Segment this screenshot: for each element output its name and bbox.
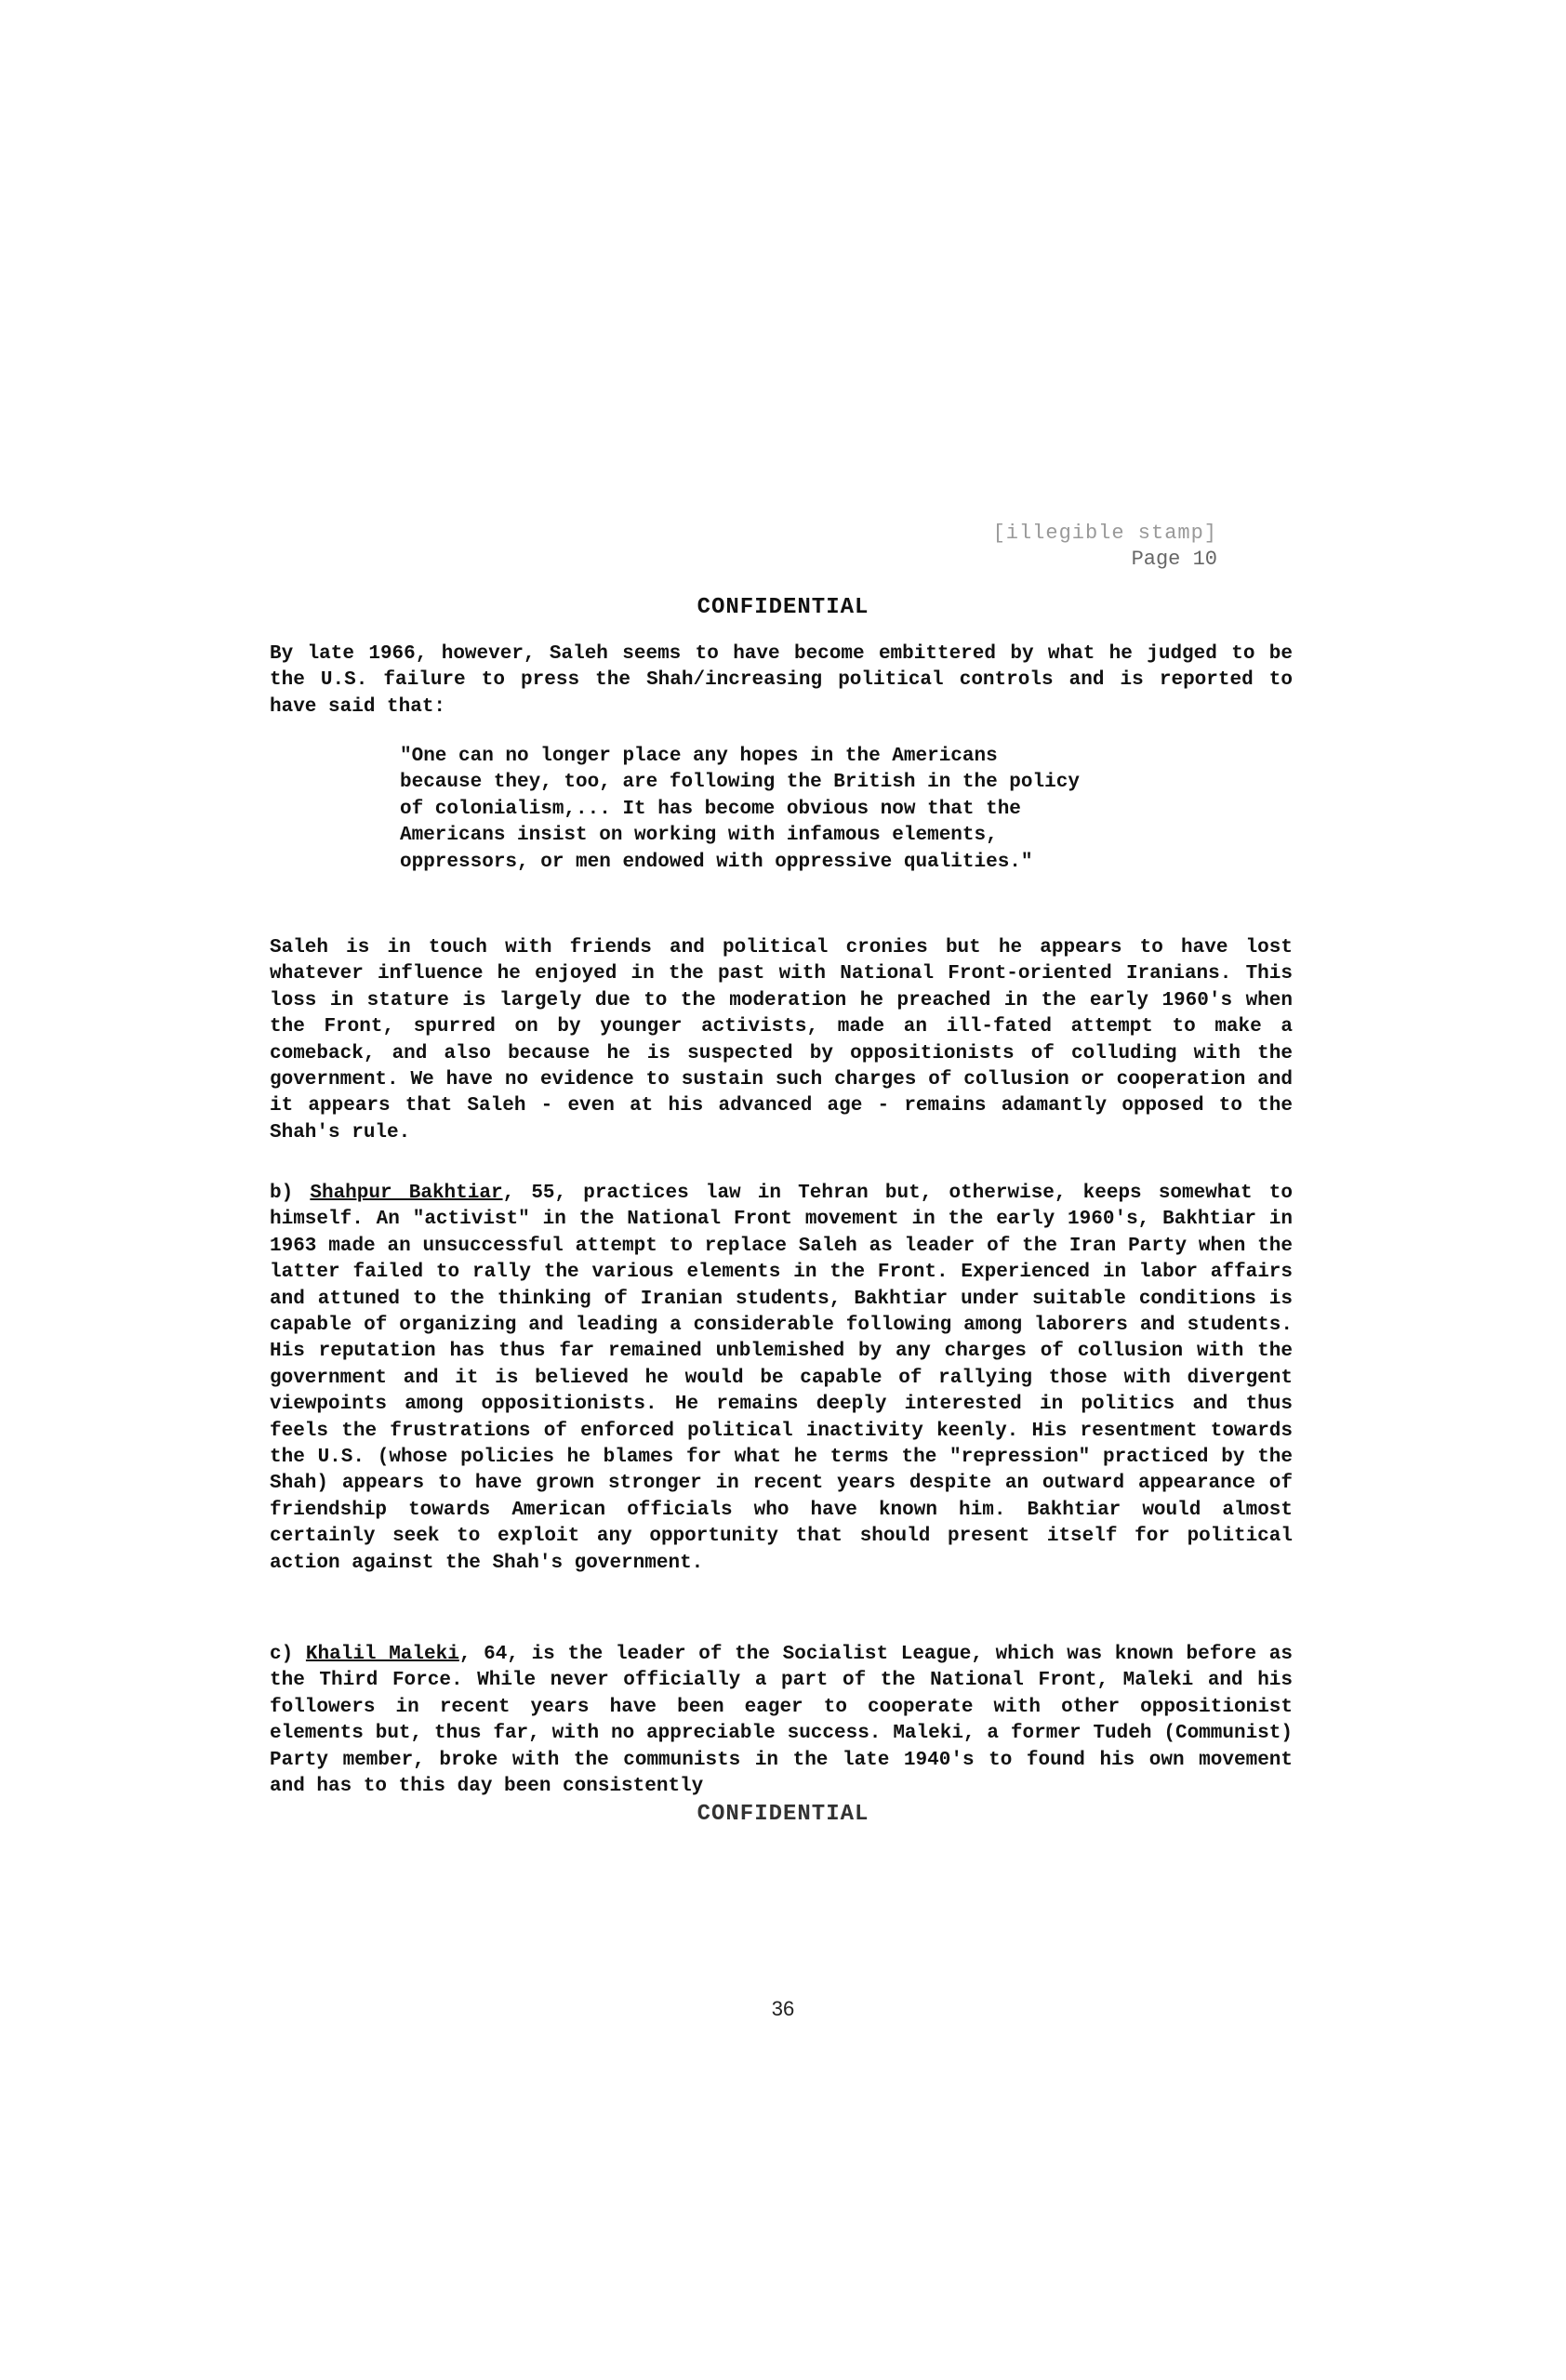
stamp-reference: [illegible stamp] [992, 522, 1217, 545]
paragraph-saleh-influence: Saleh is in touch with friends and political cronies but he appears to have lost whatever influence he enjoyed in the past with National Front-oriented Iranians. This loss in stature is largely due to the moderation he preached in the early 1960's when the Front, spurred on by younger activists, made an ill-fated attempt to make a comeback, and also because he is suspected by oppositionists of colluding with the government. We have no evidence to sustain such charges of collusion or cooperation and it appears that Saleh - even at his advanced age - remains adamantly opposed to the Shah's rule. [270, 937, 1293, 1144]
bakhtiar-name: Shahpur Bakhtiar [310, 1183, 503, 1204]
paragraph-saleh-embittered: By late 1966, however, Saleh seems to have become embittered by what he judged to be the U.S. failure to press the Shah/increasing political controls and is reported to have said that: [270, 643, 1293, 718]
maleki-name: Khalil Maleki [305, 1644, 459, 1665]
item-marker-b: b) [270, 1183, 294, 1204]
paragraph-maleki [270, 1642, 1293, 1800]
item-marker-c: c) [270, 1644, 294, 1665]
page-number: 36 [771, 1997, 795, 2020]
archive-stamp [993, 521, 1217, 573]
maleki-text: , 64, is the leader of the Socialist League, which was known before as the Third Force. While never officially a part of the National Front, Maleki and his followers in recent years have been eager to cooperate with other oppositionist elements but, thus far, with no appreciable success. Maleki, a former Tudeh (Communist) Party member, broke with the communists in the late 1940's to found his own movement and has to this day been consistently [270, 1644, 1293, 1798]
saleh-quote: "One can no longer place any hopes in the Americans because they, too, are following the British in the policy of colonialism,... It has become obvious now that the Americans insist on working with infamous elements, oppressors, or men endowed with oppressive qualities." [400, 746, 1080, 873]
paragraph-bakhtiar [270, 1181, 1293, 1577]
bakhtiar-text: , 55, practices law in Tehran but, otherwise, keeps somewhat to himself. An "activist" in the National Front movement in the early 1960's, Bakhtiar in 1963 made an unsuccessful attempt to replace Saleh as leader of the Iran Party when the latter failed to rally the various elements in the Front. Experienced in labor affairs and attuned to the thinking of Iranian students, Bakhtiar under suitable conditions is capable of organizing and leading a considerable following among laborers and students. His reputation has thus far remained unblemished by any charges of collusion with the government and it is believed he would be capable of rallying those with divergent viewpoints among oppositionists. He remains deeply interested in politics and thus feels the frustrations of enforced political inactivity keenly. His resentment towards the U.S. (whose policies he blames for what he terms the "repression" practiced by the Shah) appears to have grown stronger in recent years despite an outward appearance of friendship towards American officials who have known him. Bakhtiar would almost certainly seek to exploit any opportunity that should present itself for political action against the Shah's government. [270, 1183, 1293, 1574]
classification-footer: CONFIDENTIAL [697, 1802, 869, 1827]
stamp-page-number: Page 10 [1131, 548, 1217, 571]
classification-header: CONFIDENTIAL [697, 595, 869, 620]
